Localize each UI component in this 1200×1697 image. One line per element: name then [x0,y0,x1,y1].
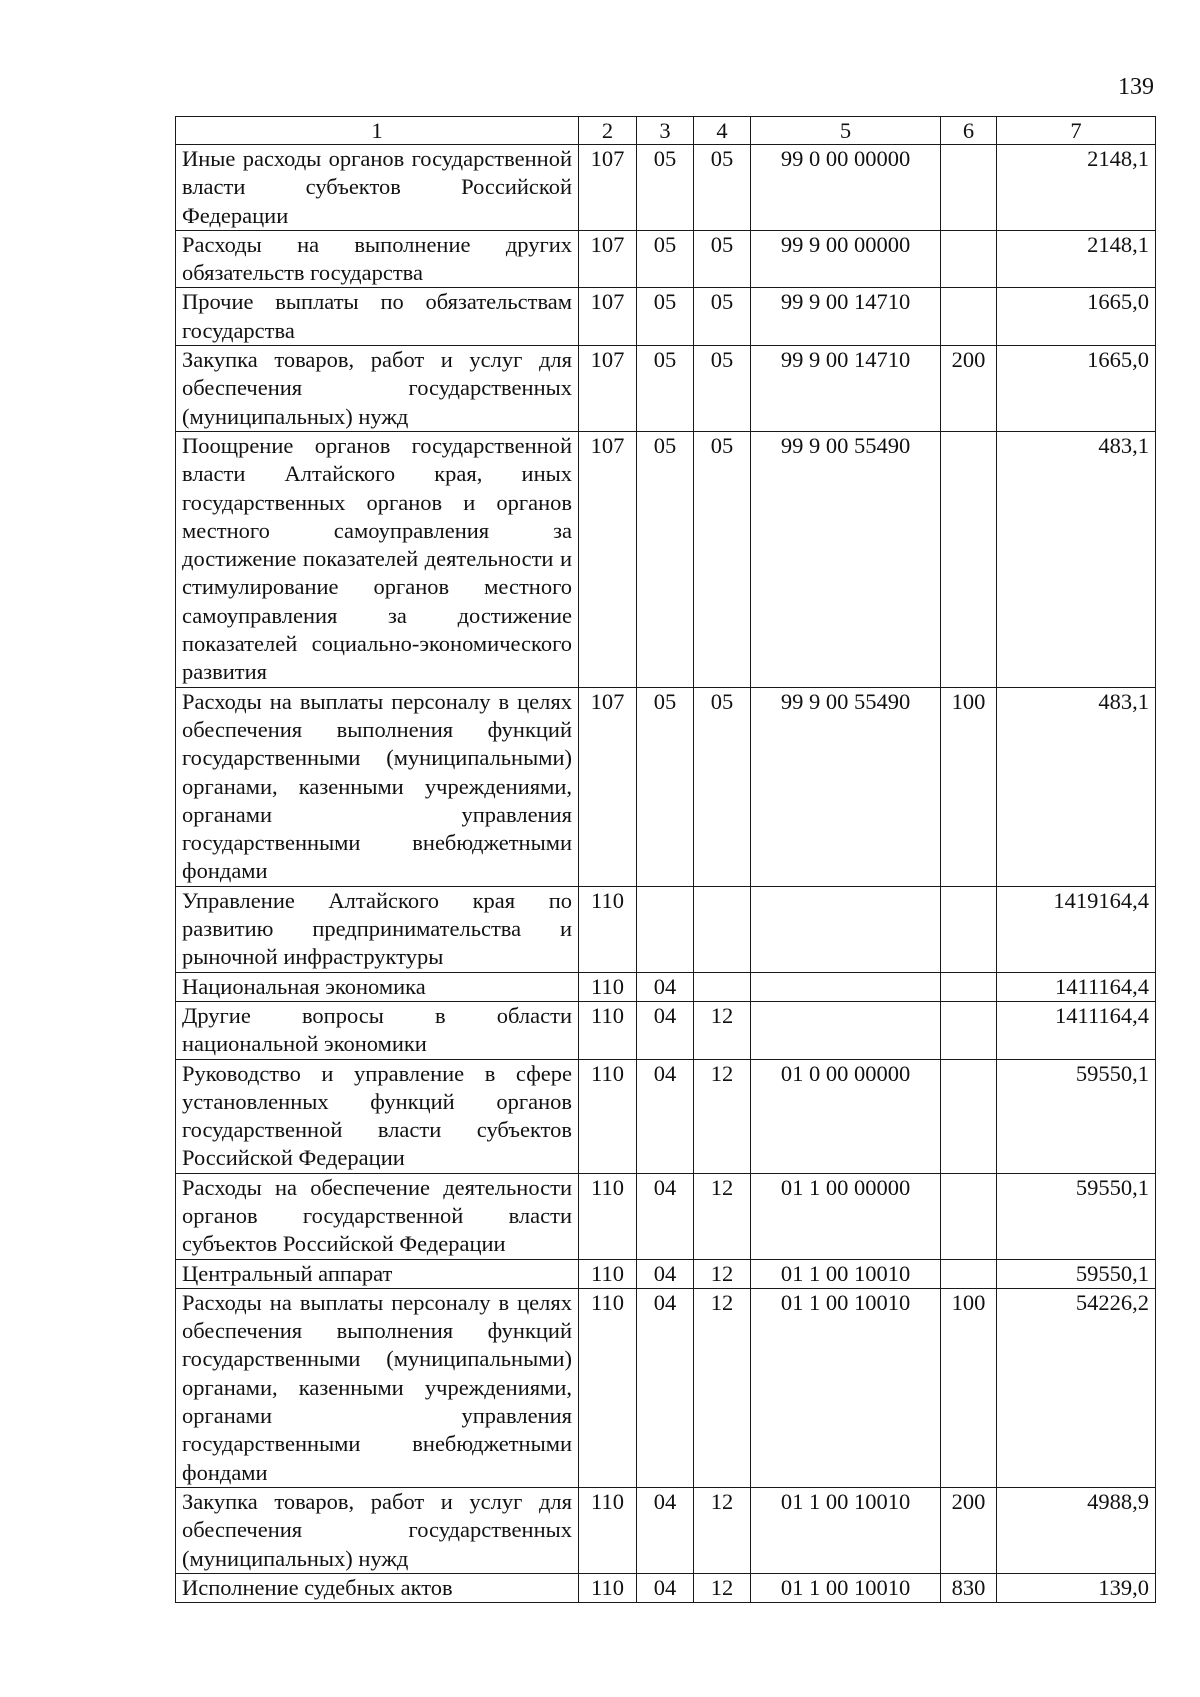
target-item-cell [751,886,941,972]
amount-cell: 4988,9 [997,1487,1156,1573]
table-row [176,1059,1156,1173]
column-header-2: 2 [579,117,637,145]
target-item-cell: 99 9 00 00000 [751,230,941,288]
subsection-code-cell: 05 [694,288,751,346]
subsection-code-cell [694,886,751,972]
expense-type-cell: 200 [941,1487,997,1573]
expense-name-cell: Расходы на выплаты персоналу в целях обеспечения выполнения функций государственными (муниципальными) органами, казенными учреждениями, органами управления государственными внебюджетными фондами [176,687,579,886]
expense-name-cell: Расходы на выполнение других обязательств государства [176,230,579,288]
section-code-cell: 04 [637,1288,694,1487]
amount-cell: 1419164,4 [997,886,1156,972]
expense-type-cell [941,1001,997,1059]
subsection-code-cell: 12 [694,1573,751,1602]
table-row [176,1487,1156,1573]
expense-name-cell: Расходы на выплаты персоналу в целях обеспечения выполнения функций государственными (муниципальными) органами, казенными учреждениями, органами управления государственными внебюджетными фондами [176,1288,579,1487]
page-number: 139 [1118,74,1154,100]
section-code-cell: 04 [637,1487,694,1573]
expense-type-cell [941,1259,997,1288]
subsection-code-cell: 05 [694,687,751,886]
table-row [176,1001,1156,1059]
table-header [176,117,1156,145]
expense-name-cell: Руководство и управление в сфере установленных функций органов государственной власти субъектов Российской Федерации [176,1059,579,1173]
expense-type-cell: 830 [941,1573,997,1602]
column-header-5: 5 [751,117,941,145]
ministry-code-cell: 110 [579,886,637,972]
subsection-code-cell: 12 [694,1487,751,1573]
expense-type-cell: 200 [941,346,997,432]
section-code-cell: 05 [637,145,694,231]
amount-cell: 1411164,4 [997,972,1156,1001]
amount-cell: 1665,0 [997,346,1156,432]
expense-type-cell: 100 [941,1288,997,1487]
expense-name-cell: Расходы на обеспечение деятельности органов государственной власти субъектов Российской Федерации [176,1173,579,1259]
section-code-cell: 04 [637,972,694,1001]
expense-type-cell [941,431,997,687]
target-item-cell: 01 0 00 00000 [751,1059,941,1173]
ministry-code-cell: 107 [579,687,637,886]
table-row [176,886,1156,972]
subsection-code-cell: 12 [694,1001,751,1059]
table-row [176,288,1156,346]
expense-name-cell: Центральный аппарат [176,1259,579,1288]
ministry-code-cell: 110 [579,1173,637,1259]
section-code-cell: 04 [637,1001,694,1059]
expense-type-cell: 100 [941,687,997,886]
target-item-cell: 99 9 00 55490 [751,431,941,687]
ministry-code-cell: 110 [579,972,637,1001]
table-row [176,1288,1156,1487]
column-header-1: 1 [176,117,579,145]
ministry-code-cell: 110 [579,1001,637,1059]
amount-cell: 59550,1 [997,1173,1156,1259]
expense-name-cell: Национальная экономика [176,972,579,1001]
target-item-cell [751,1001,941,1059]
table-row [176,230,1156,288]
ministry-code-cell: 107 [579,346,637,432]
table-body [176,145,1156,1603]
table-row [176,972,1156,1001]
amount-cell: 483,1 [997,431,1156,687]
expense-name-cell: Исполнение судебных актов [176,1573,579,1602]
table-row [176,687,1156,886]
amount-cell: 483,1 [997,687,1156,886]
expense-type-cell [941,1173,997,1259]
expense-name-cell: Управление Алтайского края по развитию предпринимательства и рыночной инфраструктуры [176,886,579,972]
expense-name-cell: Закупка товаров, работ и услуг для обеспечения государственных (муниципальных) нужд [176,346,579,432]
ministry-code-cell: 107 [579,288,637,346]
target-item-cell: 01 1 00 10010 [751,1259,941,1288]
column-header-7: 7 [997,117,1156,145]
section-code-cell: 05 [637,230,694,288]
amount-cell: 1411164,4 [997,1001,1156,1059]
section-code-cell: 05 [637,431,694,687]
ministry-code-cell: 110 [579,1288,637,1487]
expense-name-cell: Другие вопросы в области национальной экономики [176,1001,579,1059]
amount-cell: 2148,1 [997,145,1156,231]
section-code-cell: 04 [637,1059,694,1173]
subsection-code-cell: 05 [694,145,751,231]
amount-cell: 139,0 [997,1573,1156,1602]
section-code-cell: 04 [637,1173,694,1259]
ministry-code-cell: 107 [579,431,637,687]
expense-name-cell: Поощрение органов государственной власти Алтайского края, иных государственных органов и органов местного самоуправления за достижение показателей деятельности и стимулирование органов местного самоуправления за достижение показателей социально-экономического развития [176,431,579,687]
ministry-code-cell: 107 [579,145,637,231]
table-row [176,1173,1156,1259]
target-item-cell: 99 9 00 14710 [751,346,941,432]
table-row [176,145,1156,231]
target-item-cell: 01 1 00 10010 [751,1288,941,1487]
section-code-cell: 05 [637,346,694,432]
amount-cell: 59550,1 [997,1059,1156,1173]
amount-cell: 59550,1 [997,1259,1156,1288]
section-code-cell [637,886,694,972]
expense-name-cell: Закупка товаров, работ и услуг для обеспечения государственных (муниципальных) нужд [176,1487,579,1573]
target-item-cell: 01 1 00 10010 [751,1573,941,1602]
expense-name-cell: Прочие выплаты по обязательствам государства [176,288,579,346]
column-header-6: 6 [941,117,997,145]
expense-name-cell: Иные расходы органов государственной власти субъектов Российской Федерации [176,145,579,231]
subsection-code-cell [694,972,751,1001]
expense-type-cell [941,972,997,1001]
column-header-3: 3 [637,117,694,145]
amount-cell: 2148,1 [997,230,1156,288]
section-code-cell: 05 [637,687,694,886]
expense-type-cell [941,886,997,972]
amount-cell: 1665,0 [997,288,1156,346]
subsection-code-cell: 12 [694,1259,751,1288]
header-row [176,117,1156,145]
ministry-code-cell: 110 [579,1487,637,1573]
amount-cell: 54226,2 [997,1288,1156,1487]
subsection-code-cell: 12 [694,1288,751,1487]
target-item-cell: 99 9 00 14710 [751,288,941,346]
section-code-cell: 04 [637,1259,694,1288]
subsection-code-cell: 05 [694,346,751,432]
table-row [176,1573,1156,1602]
ministry-code-cell: 107 [579,230,637,288]
subsection-code-cell: 12 [694,1173,751,1259]
expense-type-cell [941,288,997,346]
target-item-cell [751,972,941,1001]
ministry-code-cell: 110 [579,1259,637,1288]
target-item-cell: 01 1 00 00000 [751,1173,941,1259]
table-row [176,346,1156,432]
section-code-cell: 04 [637,1573,694,1602]
expense-type-cell [941,1059,997,1173]
budget-table [175,116,1156,1603]
target-item-cell: 99 9 00 55490 [751,687,941,886]
subsection-code-cell: 12 [694,1059,751,1173]
table-row [176,431,1156,687]
expense-type-cell [941,145,997,231]
target-item-cell: 99 0 00 00000 [751,145,941,231]
ministry-code-cell: 110 [579,1573,637,1602]
table-row [176,1259,1156,1288]
target-item-cell: 01 1 00 10010 [751,1487,941,1573]
ministry-code-cell: 110 [579,1059,637,1173]
subsection-code-cell: 05 [694,230,751,288]
column-header-4: 4 [694,117,751,145]
section-code-cell: 05 [637,288,694,346]
expense-type-cell [941,230,997,288]
subsection-code-cell: 05 [694,431,751,687]
